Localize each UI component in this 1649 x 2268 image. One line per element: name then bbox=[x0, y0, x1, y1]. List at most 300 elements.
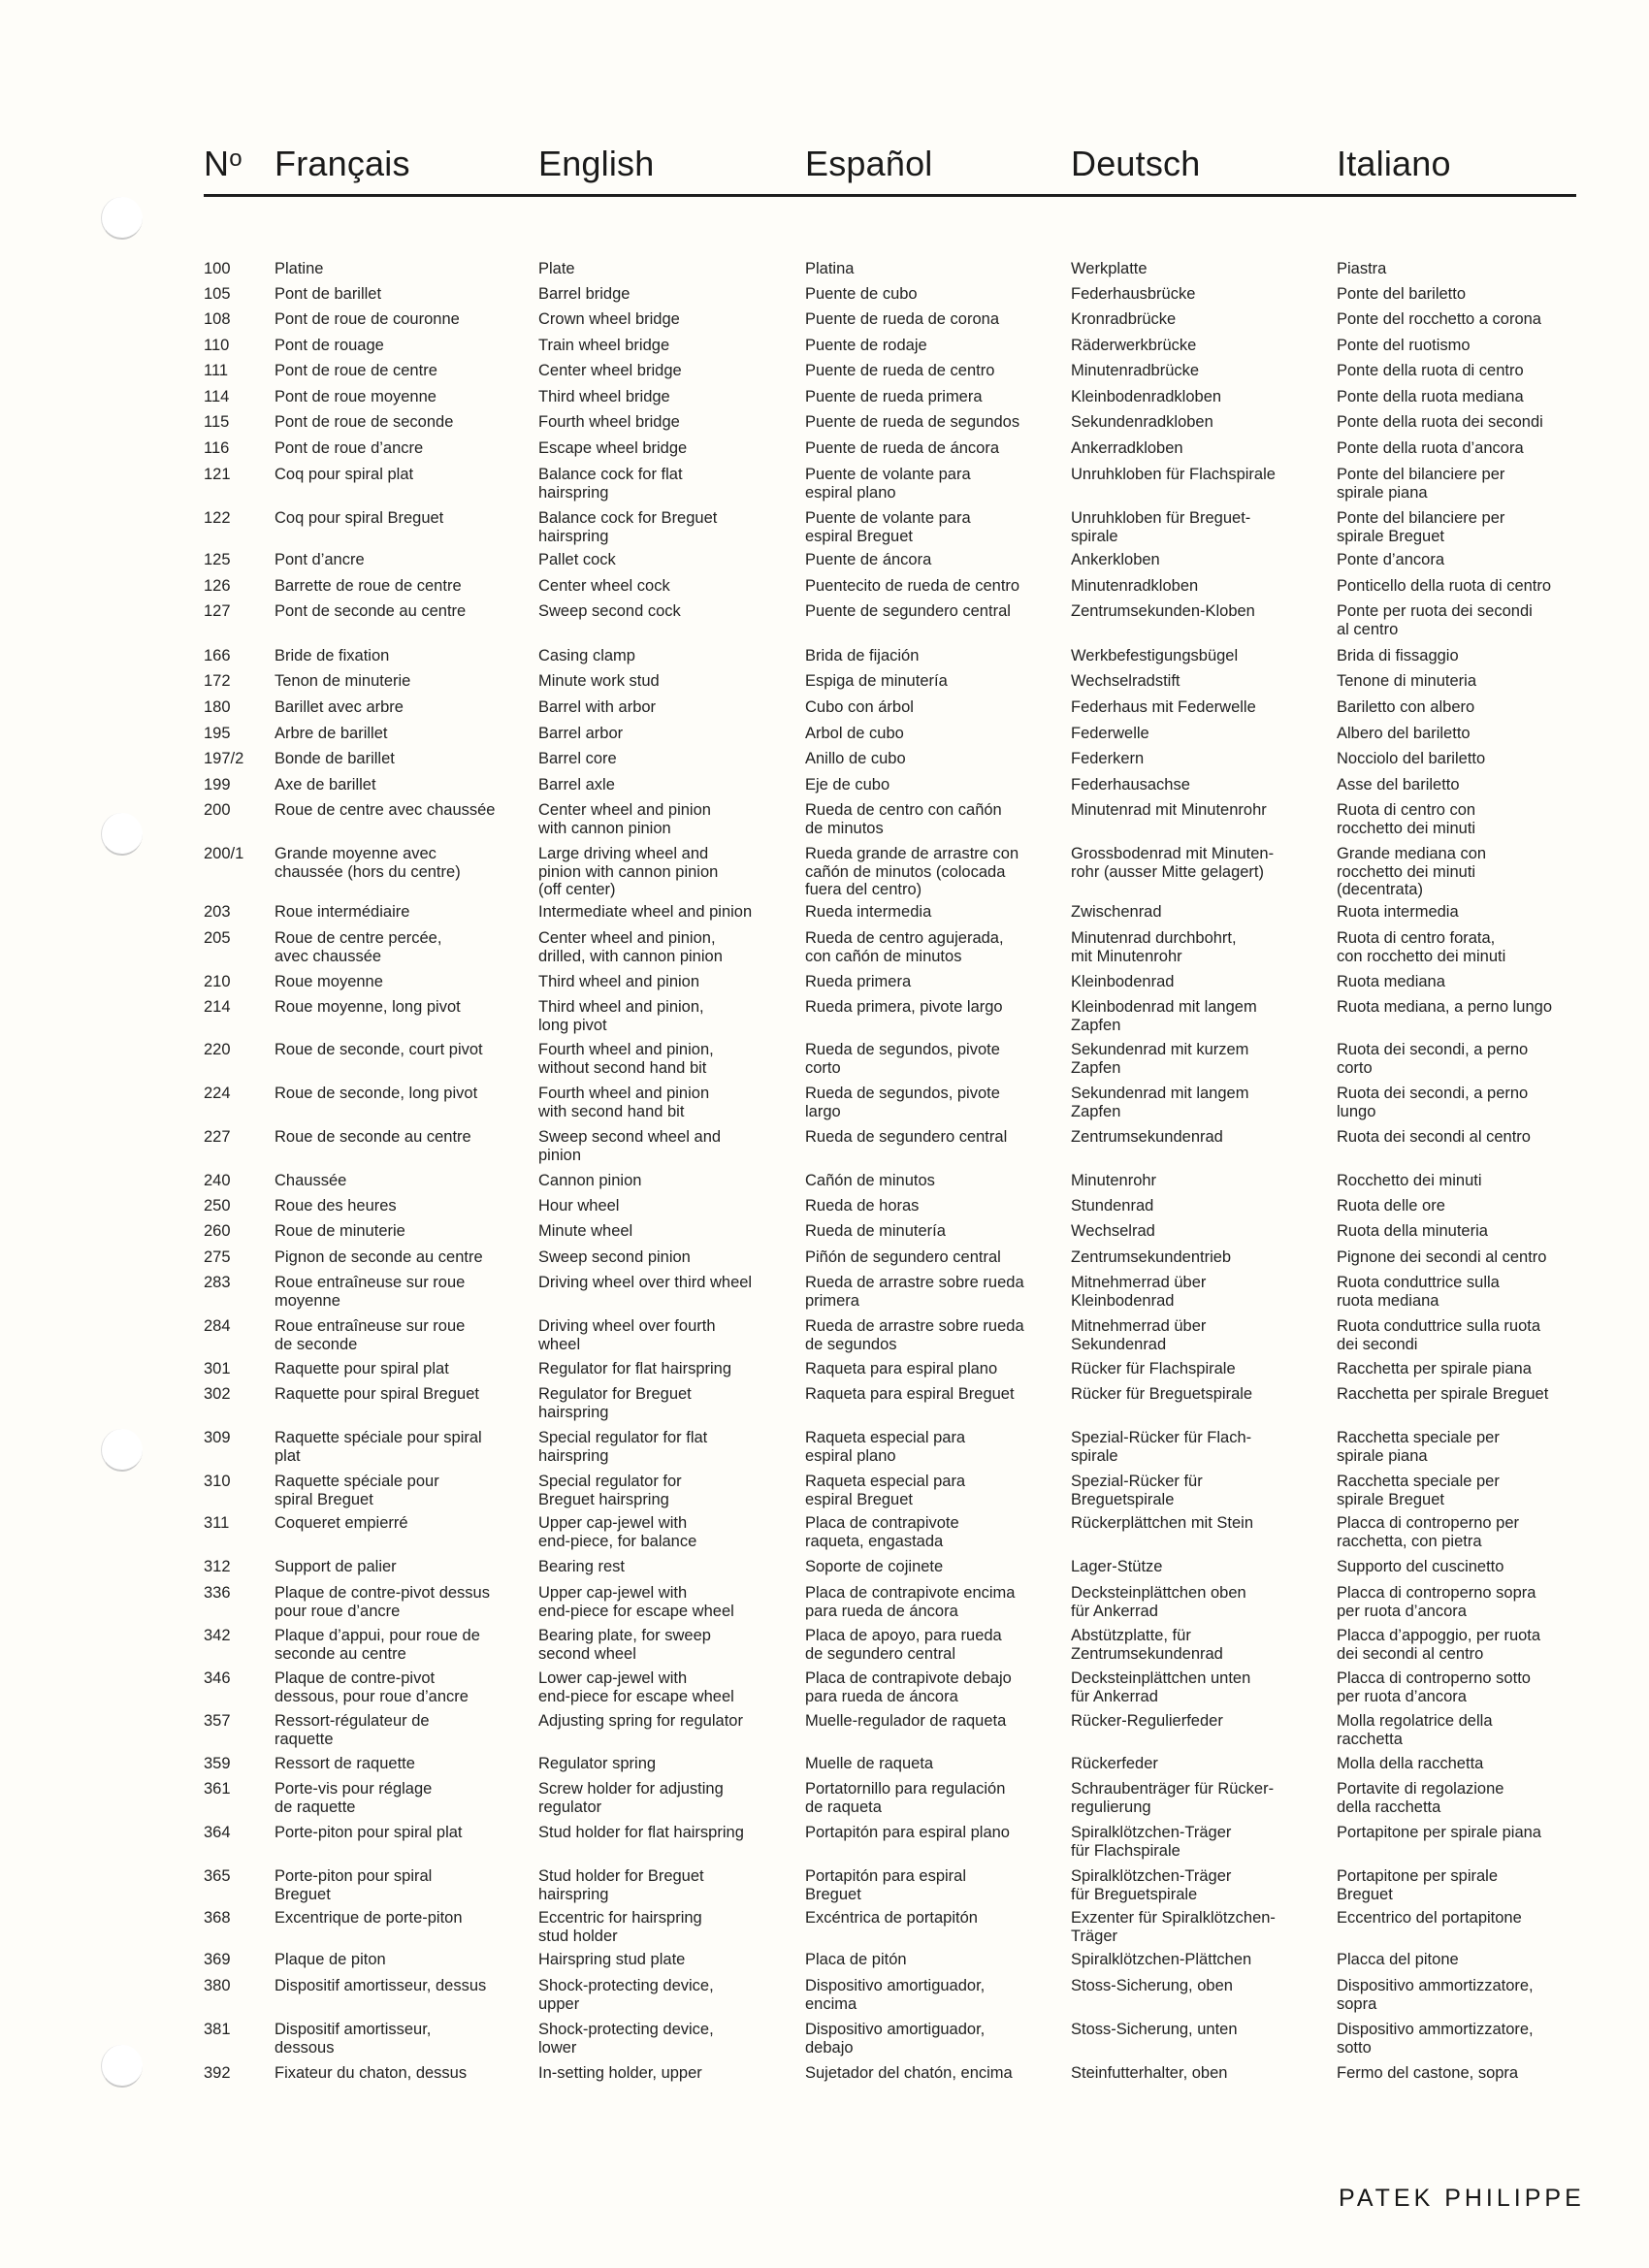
term-italian: Ruota delle ore bbox=[1337, 1197, 1445, 1215]
term-spanish: Puente de volante para espiral plano bbox=[805, 466, 971, 502]
item-number: 166 bbox=[204, 647, 231, 664]
header-espanol: Español bbox=[805, 144, 933, 183]
term-italian: Placca del pitone bbox=[1337, 1951, 1459, 1968]
term-spanish: Raqueta para espiral plano bbox=[805, 1360, 998, 1377]
term-spanish: Rueda de minutería bbox=[805, 1222, 946, 1240]
term-english: Fourth wheel bridge bbox=[538, 413, 680, 431]
term-english: In-setting holder, upper bbox=[538, 2064, 702, 2082]
term-italian: Portapitone per spirale piana bbox=[1337, 1824, 1541, 1841]
term-spanish: Dispositivo amortiguador, debajo bbox=[805, 2021, 986, 2057]
item-number: 200 bbox=[204, 801, 231, 819]
term-german: Schraubenträger für Rücker- regulierung bbox=[1071, 1780, 1275, 1816]
term-german: Federwelle bbox=[1071, 725, 1149, 742]
term-italian: Ruota dei secondi al centro bbox=[1337, 1128, 1531, 1146]
table-row bbox=[0, 845, 1649, 903]
term-french: Barrette de roue de centre bbox=[275, 577, 462, 595]
term-french: Support de palier bbox=[275, 1558, 397, 1575]
term-english: Third wheel and pinion, long pivot bbox=[538, 998, 704, 1034]
term-italian: Ponte del rocchetto a corona bbox=[1337, 310, 1541, 328]
term-italian: Ruota mediana bbox=[1337, 973, 1445, 990]
term-german: Sekundenradkloben bbox=[1071, 413, 1213, 431]
term-english: Upper cap-jewel with end-piece, for balance bbox=[538, 1514, 697, 1550]
table-row bbox=[0, 2064, 1649, 2122]
term-english: Adjusting spring for regulator bbox=[538, 1712, 743, 1730]
term-german: Minutenradkloben bbox=[1071, 577, 1199, 595]
term-german: Stoss-Sicherung, oben bbox=[1071, 1977, 1233, 1994]
term-english: Intermediate wheel and pinion bbox=[538, 903, 753, 921]
term-spanish: Soporte de cojinete bbox=[805, 1558, 944, 1575]
item-number: 110 bbox=[204, 337, 230, 354]
term-italian: Eccentrico del portapitone bbox=[1337, 1909, 1522, 1927]
header-english: English bbox=[538, 144, 655, 183]
item-number: 100 bbox=[204, 260, 231, 277]
term-french: Roue entraîneuse sur roue de seconde bbox=[275, 1317, 466, 1353]
item-number: 359 bbox=[204, 1755, 231, 1772]
item-number: 224 bbox=[204, 1085, 231, 1102]
item-number: 214 bbox=[204, 998, 231, 1016]
item-number: 200/1 bbox=[204, 845, 244, 862]
term-italian: Brida di fissaggio bbox=[1337, 647, 1459, 664]
term-italian: Bariletto con albero bbox=[1337, 698, 1475, 716]
item-number: 361 bbox=[204, 1780, 231, 1798]
header-number-sup: o bbox=[229, 146, 242, 172]
item-number: 250 bbox=[204, 1197, 231, 1215]
term-english: Hairspring stud plate bbox=[538, 1951, 686, 1968]
term-german: Kronradbrücke bbox=[1071, 310, 1177, 328]
term-italian: Ponte del bilanciere per spirale piana bbox=[1337, 466, 1505, 502]
term-italian: Ponte della ruota mediana bbox=[1337, 388, 1524, 405]
term-english: Barrel arbor bbox=[538, 725, 624, 742]
item-number: 381 bbox=[204, 2021, 231, 2038]
term-english: Special regulator for Breguet hairspring bbox=[538, 1473, 682, 1508]
term-english: Minute wheel bbox=[538, 1222, 633, 1240]
term-spanish: Rueda de segundos, pivote corto bbox=[805, 1041, 1000, 1077]
term-french: Coq pour spiral Breguet bbox=[275, 509, 444, 527]
item-number: 346 bbox=[204, 1669, 231, 1687]
term-german: Sekundenrad mit langem Zapfen bbox=[1071, 1085, 1249, 1120]
term-english: Train wheel bridge bbox=[538, 337, 670, 354]
term-german: Decksteinplättchen unten für Ankerrad bbox=[1071, 1669, 1251, 1705]
term-german: Minutenradbrücke bbox=[1071, 362, 1200, 379]
term-french: Raquette spéciale pour spiral plat bbox=[275, 1429, 482, 1465]
term-german: Unruhkloben für Breguet- spirale bbox=[1071, 509, 1251, 545]
item-number: 115 bbox=[204, 413, 230, 431]
term-italian: Molla regolatrice della racchetta bbox=[1337, 1712, 1493, 1748]
term-english: Stud holder for flat hairspring bbox=[538, 1824, 744, 1841]
term-spanish: Espiga de minutería bbox=[805, 672, 948, 690]
term-spanish: Raqueta especial para espiral plano bbox=[805, 1429, 966, 1465]
term-french: Pont de roue de centre bbox=[275, 362, 437, 379]
term-french: Coqueret empierré bbox=[275, 1514, 408, 1532]
header-number bbox=[204, 144, 242, 184]
term-french: Arbre de barillet bbox=[275, 725, 388, 742]
item-number: 227 bbox=[204, 1128, 231, 1146]
term-spanish: Piñón de segundero central bbox=[805, 1248, 1001, 1266]
term-french: Fixateur du chaton, dessus bbox=[275, 2064, 468, 2082]
term-italian: Ponte per ruota dei secondi al centro bbox=[1337, 602, 1533, 638]
header-deutsch: Deutsch bbox=[1071, 144, 1201, 183]
term-spanish: Rueda primera bbox=[805, 973, 912, 990]
term-french: Roue moyenne, long pivot bbox=[275, 998, 461, 1016]
item-number: 105 bbox=[204, 285, 231, 303]
term-french: Roue de seconde, long pivot bbox=[275, 1085, 478, 1102]
term-english: Barrel bridge bbox=[538, 285, 630, 303]
term-english: Special regulator for flat hairspring bbox=[538, 1429, 708, 1465]
term-spanish: Sujetador del chatón, encima bbox=[805, 2064, 1013, 2082]
term-italian: Fermo del castone, sopra bbox=[1337, 2064, 1519, 2082]
term-italian: Racchetta per spirale Breguet bbox=[1337, 1385, 1549, 1403]
term-italian: Tenone di minuteria bbox=[1337, 672, 1477, 690]
term-french: Pont de roue moyenne bbox=[275, 388, 436, 405]
term-spanish: Placa de contrapivote raqueta, engastada bbox=[805, 1514, 959, 1550]
term-french: Tenon de minuterie bbox=[275, 672, 411, 690]
term-italian: Dispositivo ammortizzatore, sopra bbox=[1337, 1977, 1534, 2013]
item-number: 260 bbox=[204, 1222, 231, 1240]
item-number: 380 bbox=[204, 1977, 231, 1994]
term-english: Plate bbox=[538, 260, 575, 277]
term-spanish: Platina bbox=[805, 260, 855, 277]
term-german: Minutenrad durchbohrt, mit Minutenrohr bbox=[1071, 929, 1237, 965]
term-spanish: Raqueta especial para espiral Breguet bbox=[805, 1473, 966, 1508]
term-french: Platine bbox=[275, 260, 324, 277]
term-german: Stoss-Sicherung, unten bbox=[1071, 2021, 1238, 2038]
term-german: Stundenrad bbox=[1071, 1197, 1154, 1215]
term-spanish: Placa de contrapivote debajo para rueda de áncora bbox=[805, 1669, 1012, 1705]
term-german: Federkern bbox=[1071, 750, 1145, 767]
term-german: Werkplatte bbox=[1071, 260, 1148, 277]
term-english: Regulator for Breguet hairspring bbox=[538, 1385, 692, 1421]
term-french: Pignon de seconde au centre bbox=[275, 1248, 483, 1266]
term-spanish: Puente de rueda primera bbox=[805, 388, 983, 405]
term-spanish: Puentecito de rueda de centro bbox=[805, 577, 1020, 595]
term-french: Porte-vis pour réglage de raquette bbox=[275, 1780, 433, 1816]
header-number-letter: N bbox=[204, 144, 230, 183]
term-german: Grossbodenrad mit Minuten- rohr (ausser Mitte gelagert) bbox=[1071, 845, 1275, 881]
term-spanish: Puente de áncora bbox=[805, 551, 932, 568]
term-french: Excentrique de porte-piton bbox=[275, 1909, 463, 1927]
item-number: 122 bbox=[204, 509, 231, 527]
term-german: Spezial-Rücker für Flach- spirale bbox=[1071, 1429, 1252, 1465]
term-french: Porte-piton pour spiral Breguet bbox=[275, 1867, 433, 1903]
term-german: Spezial-Rücker für Breguetspirale bbox=[1071, 1473, 1203, 1508]
term-italian: Ruota di centro forata, con rocchetto dei minuti bbox=[1337, 929, 1506, 965]
term-spanish: Rueda de segundero central bbox=[805, 1128, 1008, 1146]
term-german: Exzenter für Spiralklötzchen- Träger bbox=[1071, 1909, 1276, 1945]
term-italian: Placca di controperno sotto per ruota d’ancora bbox=[1337, 1669, 1531, 1705]
term-french: Roue de centre percée, avec chaussée bbox=[275, 929, 442, 965]
term-german: Minutenrohr bbox=[1071, 1172, 1157, 1189]
term-spanish: Puente de rueda de segundos bbox=[805, 413, 1020, 431]
term-spanish: Rueda de arrastre sobre rueda primera bbox=[805, 1274, 1024, 1310]
item-number: 301 bbox=[204, 1360, 231, 1377]
term-italian: Racchetta speciale per spirale piana bbox=[1337, 1429, 1500, 1465]
item-number: 357 bbox=[204, 1712, 231, 1730]
item-number: 336 bbox=[204, 1584, 231, 1602]
term-german: Ankerkloben bbox=[1071, 551, 1160, 568]
term-french: Pont de roue de seconde bbox=[275, 413, 454, 431]
term-english: Center wheel and pinion, drilled, with cannon pinion bbox=[538, 929, 723, 965]
term-italian: Ruota conduttrice sulla ruota dei secondi bbox=[1337, 1317, 1541, 1353]
term-spanish: Placa de apoyo, para rueda de segundero central bbox=[805, 1627, 1002, 1663]
term-french: Pont de barillet bbox=[275, 285, 382, 303]
term-english: Stud holder for Breguet hairspring bbox=[538, 1867, 704, 1903]
term-english: Third wheel and pinion bbox=[538, 973, 700, 990]
term-italian: Ruota conduttrice sulla ruota mediana bbox=[1337, 1274, 1500, 1310]
item-number: 205 bbox=[204, 929, 231, 947]
item-number: 220 bbox=[204, 1041, 231, 1058]
item-number: 203 bbox=[204, 903, 231, 921]
term-german: Rückerplättchen mit Stein bbox=[1071, 1514, 1254, 1532]
term-english: Fourth wheel and pinion with second hand bit bbox=[538, 1085, 710, 1120]
term-english: Sweep second cock bbox=[538, 602, 681, 620]
term-english: Lower cap-jewel with end-piece for escape wheel bbox=[538, 1669, 734, 1705]
term-italian: Ponte della ruota dei secondi bbox=[1337, 413, 1543, 431]
term-french: Grande moyenne avec chaussée (hors du centre) bbox=[275, 845, 461, 881]
item-number: 392 bbox=[204, 2064, 231, 2082]
term-spanish: Cañón de minutos bbox=[805, 1172, 935, 1189]
header-divider bbox=[204, 194, 1576, 197]
term-spanish: Anillo de cubo bbox=[805, 750, 906, 767]
term-italian: Ponte del bariletto bbox=[1337, 285, 1467, 303]
term-english: Barrel with arbor bbox=[538, 698, 657, 716]
term-english: Barrel core bbox=[538, 750, 617, 767]
term-english: Large driving wheel and pinion with cannon pinion (off center) bbox=[538, 845, 719, 898]
term-italian: Portapitone per spirale Breguet bbox=[1337, 1867, 1499, 1903]
term-french: Bonde de barillet bbox=[275, 750, 395, 767]
term-german: Kleinbodenrad mit langem Zapfen bbox=[1071, 998, 1257, 1034]
item-number: 284 bbox=[204, 1317, 231, 1335]
item-number: 309 bbox=[204, 1429, 231, 1446]
term-spanish: Dispositivo amortiguador, encima bbox=[805, 1977, 986, 2013]
term-german: Federhausachse bbox=[1071, 776, 1190, 794]
term-spanish: Brida de fijación bbox=[805, 647, 920, 664]
term-german: Rücker für Flachspirale bbox=[1071, 1360, 1236, 1377]
item-number: 240 bbox=[204, 1172, 231, 1189]
term-italian: Placca d’appoggio, per ruota dei secondi al centro bbox=[1337, 1627, 1541, 1663]
term-spanish: Puente de volante para espiral Breguet bbox=[805, 509, 971, 545]
item-number: 365 bbox=[204, 1867, 231, 1885]
term-french: Roue intermédiaire bbox=[275, 903, 410, 921]
item-number: 342 bbox=[204, 1627, 231, 1644]
term-spanish: Excéntrica de portapitón bbox=[805, 1909, 978, 1927]
item-number: 199 bbox=[204, 776, 231, 794]
term-italian: Ruota dei secondi, a perno lungo bbox=[1337, 1085, 1529, 1120]
term-german: Abstützplatte, für Zentrumsekundenrad bbox=[1071, 1627, 1223, 1663]
term-german: Sekundenrad mit kurzem Zapfen bbox=[1071, 1041, 1249, 1077]
term-german: Rücker-Regulierfeder bbox=[1071, 1712, 1223, 1730]
term-spanish: Raqueta para espiral Breguet bbox=[805, 1385, 1015, 1403]
item-number: 172 bbox=[204, 672, 231, 690]
term-italian: Ponte del bilanciere per spirale Breguet bbox=[1337, 509, 1505, 545]
term-english: Regulator for flat hairspring bbox=[538, 1360, 732, 1377]
term-italian: Piastra bbox=[1337, 260, 1387, 277]
term-italian: Ruota dei secondi, a perno corto bbox=[1337, 1041, 1529, 1077]
term-spanish: Arbol de cubo bbox=[805, 725, 904, 742]
term-italian: Ruota della minuteria bbox=[1337, 1222, 1488, 1240]
term-italian: Rocchetto dei minuti bbox=[1337, 1172, 1482, 1189]
term-french: Plaque de contre-pivot dessus pour roue d’ancre bbox=[275, 1584, 490, 1620]
item-number: 302 bbox=[204, 1385, 231, 1403]
term-german: Rücker für Breguetspirale bbox=[1071, 1385, 1253, 1403]
term-english: Upper cap-jewel with end-piece for escape wheel bbox=[538, 1584, 734, 1620]
term-french: Raquette pour spiral plat bbox=[275, 1360, 449, 1377]
term-english: Hour wheel bbox=[538, 1197, 620, 1215]
term-spanish: Puente de segundero central bbox=[805, 602, 1011, 620]
term-german: Spiralklötzchen-Träger für Breguetspirale bbox=[1071, 1867, 1232, 1903]
term-spanish: Rueda primera, pivote largo bbox=[805, 998, 1003, 1016]
term-english: Sweep second wheel and pinion bbox=[538, 1128, 722, 1164]
term-french: Bride de fixation bbox=[275, 647, 390, 664]
term-italian: Racchetta speciale per spirale Breguet bbox=[1337, 1473, 1500, 1508]
term-english: Third wheel bridge bbox=[538, 388, 670, 405]
term-spanish: Rueda intermedia bbox=[805, 903, 932, 921]
item-number: 310 bbox=[204, 1473, 231, 1490]
term-french: Barillet avec arbre bbox=[275, 698, 404, 716]
term-spanish: Placa de pitón bbox=[805, 1951, 907, 1968]
term-german: Zentrumsekundentrieb bbox=[1071, 1248, 1232, 1266]
item-number: 364 bbox=[204, 1824, 231, 1841]
term-italian: Nocciolo del bariletto bbox=[1337, 750, 1486, 767]
term-italian: Supporto del cuscinetto bbox=[1337, 1558, 1504, 1575]
term-spanish: Muelle de raqueta bbox=[805, 1755, 934, 1772]
term-english: Center wheel cock bbox=[538, 577, 670, 595]
term-german: Mitnehmerrad über Kleinbodenrad bbox=[1071, 1274, 1207, 1310]
item-number: 127 bbox=[204, 602, 231, 620]
term-english: Casing clamp bbox=[538, 647, 635, 664]
term-spanish: Puente de rodaje bbox=[805, 337, 927, 354]
item-number: 108 bbox=[204, 310, 231, 328]
term-german: Rückerfeder bbox=[1071, 1755, 1158, 1772]
term-english: Crown wheel bridge bbox=[538, 310, 680, 328]
term-italian: Ponte del ruotismo bbox=[1337, 337, 1471, 354]
term-french: Roue de seconde, court pivot bbox=[275, 1041, 483, 1058]
term-french: Axe de barillet bbox=[275, 776, 376, 794]
item-number: 368 bbox=[204, 1909, 231, 1927]
term-spanish: Rueda grande de arrastre con cañón de minutos (colocada fuera del centro) bbox=[805, 845, 1019, 898]
brand-footer: PATEK PHILIPPE bbox=[1339, 2185, 1585, 2212]
term-spanish: Portapitón para espiral plano bbox=[805, 1824, 1010, 1841]
item-number: 195 bbox=[204, 725, 231, 742]
term-german: Wechselrad bbox=[1071, 1222, 1155, 1240]
item-number: 197/2 bbox=[204, 750, 244, 767]
term-french: Plaque d’appui, pour roue de seconde au centre bbox=[275, 1627, 480, 1663]
term-french: Pont d’ancre bbox=[275, 551, 365, 568]
term-french: Plaque de piton bbox=[275, 1951, 386, 1968]
item-number: 283 bbox=[204, 1274, 231, 1291]
term-italian: Ruota di centro con rocchetto dei minuti bbox=[1337, 801, 1476, 837]
item-number: 180 bbox=[204, 698, 231, 716]
term-english: Pallet cock bbox=[538, 551, 616, 568]
term-spanish: Puente de rueda de centro bbox=[805, 362, 995, 379]
term-english: Regulator spring bbox=[538, 1755, 657, 1772]
term-spanish: Puente de rueda de áncora bbox=[805, 439, 999, 457]
term-spanish: Rueda de centro con cañón de minutos bbox=[805, 801, 1002, 837]
term-spanish: Puente de rueda de corona bbox=[805, 310, 999, 328]
term-english: Sweep second pinion bbox=[538, 1248, 691, 1266]
term-spanish: Portapitón para espiral Breguet bbox=[805, 1867, 967, 1903]
term-italian: Ponte d’ancora bbox=[1337, 551, 1444, 568]
term-english: Shock-protecting device, upper bbox=[538, 1977, 714, 2013]
term-italian: Portavite di regolazione della racchetta bbox=[1337, 1780, 1504, 1816]
header-italiano: Italiano bbox=[1337, 144, 1451, 183]
term-german: Zentrumsekunden-Kloben bbox=[1071, 602, 1255, 620]
term-french: Ressort de raquette bbox=[275, 1755, 415, 1772]
term-italian: Racchetta per spirale piana bbox=[1337, 1360, 1532, 1377]
term-english: Minute work stud bbox=[538, 672, 660, 690]
term-spanish: Portatornillo para regulación de raqueta bbox=[805, 1780, 1006, 1816]
term-english: Shock-protecting device, lower bbox=[538, 2021, 714, 2057]
term-spanish: Placa de contrapivote encima para rueda de áncora bbox=[805, 1584, 1016, 1620]
term-italian: Ponticello della ruota di centro bbox=[1337, 577, 1552, 595]
term-english: Balance cock for Breguet hairspring bbox=[538, 509, 718, 545]
item-number: 116 bbox=[204, 439, 230, 457]
term-german: Minutenrad mit Minutenrohr bbox=[1071, 801, 1267, 819]
term-french: Pont de rouage bbox=[275, 337, 384, 354]
term-french: Roue de centre avec chaussée bbox=[275, 801, 496, 819]
term-spanish: Rueda de segundos, pivote largo bbox=[805, 1085, 1000, 1120]
term-french: Ressort-régulateur de raquette bbox=[275, 1712, 430, 1748]
term-spanish: Rueda de horas bbox=[805, 1197, 920, 1215]
term-french: Raquette spéciale pour spiral Breguet bbox=[275, 1473, 439, 1508]
term-german: Federhausbrücke bbox=[1071, 285, 1196, 303]
term-french: Pont de roue d’ancre bbox=[275, 439, 424, 457]
term-italian: Ponte della ruota di centro bbox=[1337, 362, 1524, 379]
term-italian: Ruota mediana, a perno lungo bbox=[1337, 998, 1552, 1016]
term-spanish: Puente de cubo bbox=[805, 285, 918, 303]
term-english: Escape wheel bridge bbox=[538, 439, 688, 457]
punch-hole bbox=[101, 197, 143, 240]
item-number: 125 bbox=[204, 551, 231, 568]
term-english: Screw holder for adjusting regulator bbox=[538, 1780, 724, 1816]
term-spanish: Cubo con árbol bbox=[805, 698, 914, 716]
term-italian: Molla della racchetta bbox=[1337, 1755, 1484, 1772]
term-spanish: Muelle-regulador de raqueta bbox=[805, 1712, 1007, 1730]
term-english: Bearing plate, for sweep second wheel bbox=[538, 1627, 711, 1663]
item-number: 210 bbox=[204, 973, 231, 990]
term-french: Raquette pour spiral Breguet bbox=[275, 1385, 479, 1403]
item-number: 312 bbox=[204, 1558, 231, 1575]
term-italian: Ruota intermedia bbox=[1337, 903, 1459, 921]
term-german: Decksteinplättchen oben für Ankerrad bbox=[1071, 1584, 1246, 1620]
term-german: Lager-Stütze bbox=[1071, 1558, 1163, 1575]
term-german: Werkbefestigungsbügel bbox=[1071, 647, 1239, 664]
term-english: Center wheel and pinion with cannon pinion bbox=[538, 801, 711, 837]
item-number: 369 bbox=[204, 1951, 231, 1968]
term-german: Kleinbodenrad bbox=[1071, 973, 1175, 990]
term-german: Räderwerkbrücke bbox=[1071, 337, 1197, 354]
item-number: 121 bbox=[204, 466, 231, 483]
term-italian: Albero del bariletto bbox=[1337, 725, 1471, 742]
term-english: Barrel axle bbox=[538, 776, 615, 794]
term-french: Roue moyenne bbox=[275, 973, 383, 990]
item-number: 114 bbox=[204, 388, 230, 405]
term-french: Plaque de contre-pivot dessous, pour roue d’ancre bbox=[275, 1669, 469, 1705]
term-italian: Grande mediana con rocchetto dei minuti (decentrata) bbox=[1337, 845, 1487, 898]
term-french: Dispositif amortisseur, dessous bbox=[275, 2021, 432, 2057]
term-french: Roue entraîneuse sur roue moyenne bbox=[275, 1274, 466, 1310]
term-german: Unruhkloben für Flachspirale bbox=[1071, 466, 1276, 483]
term-italian: Placca di controperno sopra per ruota d’ancora bbox=[1337, 1584, 1536, 1620]
term-french: Pont de seconde au centre bbox=[275, 602, 467, 620]
term-english: Balance cock for flat hairspring bbox=[538, 466, 683, 502]
term-english: Driving wheel over fourth wheel bbox=[538, 1317, 716, 1353]
item-number: 311 bbox=[204, 1514, 230, 1532]
term-french: Roue de minuterie bbox=[275, 1222, 405, 1240]
term-german: Spiralklötzchen-Plättchen bbox=[1071, 1951, 1252, 1968]
term-italian: Placca di controperno per racchetta, con pietra bbox=[1337, 1514, 1520, 1550]
term-german: Mitnehmerrad über Sekundenrad bbox=[1071, 1317, 1207, 1353]
term-english: Center wheel bridge bbox=[538, 362, 682, 379]
